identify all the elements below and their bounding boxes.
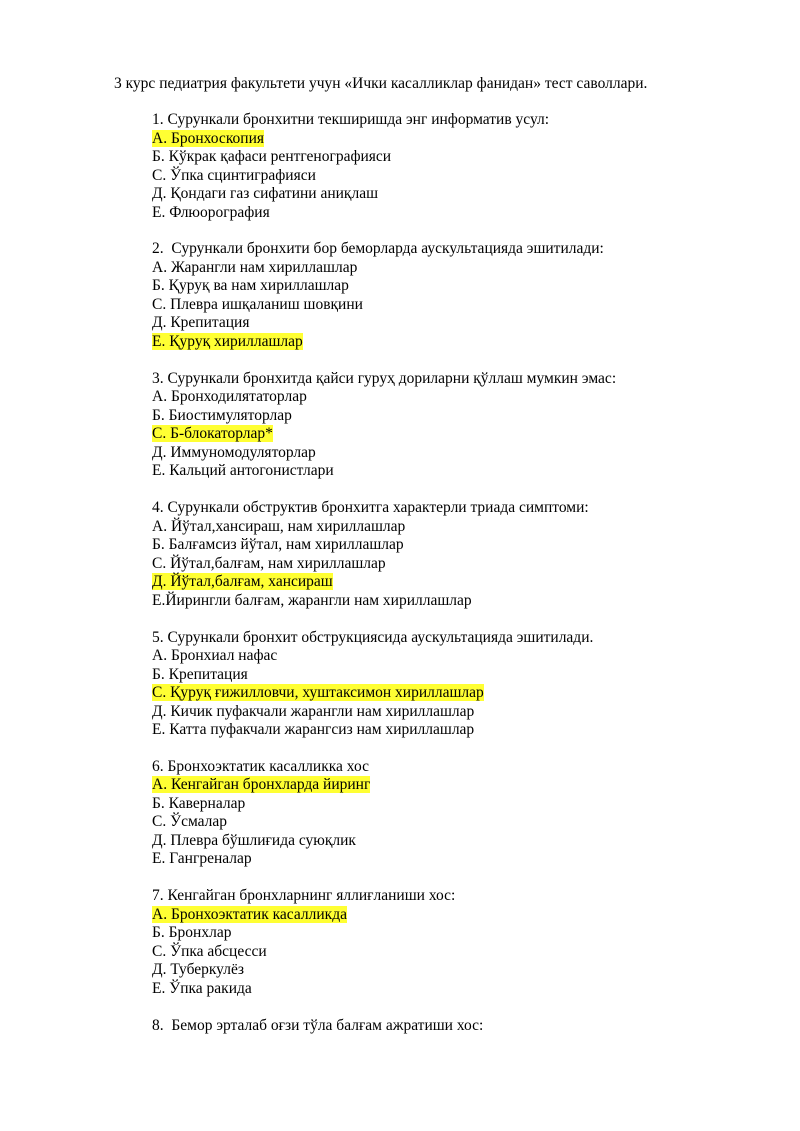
question-number: 7. [152, 887, 164, 905]
answer-option-text: С. Қуруқ ғижилловчи, хуштаксимон хириллашлар [152, 684, 484, 702]
answer-option [152, 148, 752, 167]
answer-option-text: Б. Қуруқ ва нам хириллашлар [152, 277, 349, 295]
answer-option-text: А. Кенгайган бронхларда йиринг [152, 776, 371, 794]
answer-option [152, 314, 752, 333]
question-text: Сурункали бронхитни текширишда энг информатив усул: [163, 111, 550, 128]
question-block [152, 629, 752, 740]
question-number: 8. [152, 1016, 164, 1034]
answer-option [152, 980, 752, 999]
answer-option [152, 167, 752, 186]
answer-option [152, 407, 752, 426]
question-heading [152, 111, 752, 130]
answer-option-correct [152, 333, 752, 352]
answer-option-correct [152, 130, 752, 149]
answer-option [152, 703, 752, 722]
question-block [152, 1017, 752, 1036]
answer-option-text: Д. Крепитация [152, 314, 250, 332]
answer-option-text: Д. Плевра бўшлиғида суюқлик [152, 831, 356, 849]
answer-option [152, 647, 752, 666]
answer-option-text: Е. Катта пуфакчали жарангсиз нам хириллашлар [152, 721, 475, 739]
question-heading [152, 370, 752, 389]
answer-option-text: Е. Кальций антогонистлари [152, 462, 334, 480]
question-number: 4. [152, 499, 164, 517]
answer-option [152, 444, 752, 463]
answer-option [152, 850, 752, 869]
answer-option [152, 388, 752, 407]
question-block [152, 499, 752, 610]
question-text: Кенгайган бронхларнинг яллиғланиши хос: [163, 887, 456, 905]
document-title: 3 курс педиатрия факультети учун «Ички касалликлар фанидан» тест саволлари. [114, 75, 648, 92]
question-text: Сурункали обструктив бронхитга характерли триада симптоми: [163, 499, 589, 517]
answer-option-text: С. Йўтал,балғам, нам хириллашлар [152, 554, 386, 572]
answer-option [152, 536, 752, 555]
answer-option-text: А. Бронхоскопия [152, 129, 265, 147]
answer-option-text: Е. Қуруқ хириллашлар [152, 332, 303, 350]
question-heading [152, 887, 752, 906]
answer-option [152, 518, 752, 537]
question-block [152, 370, 752, 481]
answer-option [152, 721, 752, 740]
question-text: Бемор эрталаб оғзи тўла балғам ажратиши хос: [163, 1016, 484, 1034]
question-text: Сурункали бронхит обструкциясида аускультацияда эшитилади. [163, 628, 594, 646]
answer-option [152, 555, 752, 574]
answer-option-text: Б. Крепитация [152, 665, 248, 683]
question-number: 5. [152, 628, 164, 646]
answer-option-correct [152, 425, 752, 444]
answer-option-text: Д. Йўтал,балғам, хансираш [152, 573, 333, 591]
answer-option-correct [152, 573, 752, 592]
answer-option-text: С. Ўсмалар [152, 813, 228, 831]
question-block [152, 758, 752, 869]
answer-option-text: С. Плевра ишқаланиш шовқини [152, 295, 363, 313]
answer-option-text: Б. Бронхлар [152, 924, 232, 942]
answer-option-correct [152, 684, 752, 703]
answer-option-text: Б. Балғамсиз йўтал, нам хириллашлар [152, 536, 404, 554]
answer-option-text: Б. Кўкрак қафаси рентгенографияси [152, 148, 392, 165]
answer-option [152, 462, 752, 481]
answer-option-text: Д. Иммуномодуляторлар [152, 443, 316, 461]
answer-option-text: Е.Йирингли балғам, жарангли нам хириллашлар [152, 591, 472, 609]
answer-option [152, 795, 752, 814]
answer-option-text: А. Бронхоэктатик касалликда [152, 905, 347, 923]
question-number: 6. [152, 757, 164, 775]
answer-option-text: Б. Биостимуляторлар [152, 406, 292, 424]
answer-option [152, 592, 752, 611]
answer-option [152, 277, 752, 296]
answer-option-text: С. Б-блокаторлар* [152, 425, 273, 443]
question-number: 2. [152, 240, 164, 258]
answer-option [152, 943, 752, 962]
question-heading [152, 758, 752, 777]
answer-option-text: А. Бронхиал нафас [152, 647, 278, 665]
answer-option [152, 666, 752, 685]
question-heading [152, 1017, 752, 1036]
answer-option-text: А. Йўтал,хансираш, нам хириллашлар [152, 517, 406, 535]
question-text: Бронхоэктатик касалликка хос [163, 757, 369, 775]
answer-option-text: С. Ўпка сцинтиграфияси [152, 166, 316, 184]
answer-option [152, 259, 752, 278]
answer-option-text: Е. Флюорография [152, 203, 270, 221]
question-list [152, 111, 752, 1054]
answer-option [152, 296, 752, 315]
question-number: 3. [152, 369, 164, 387]
answer-option-text: Д. Қондаги газ сифатини аниқлаш [152, 185, 379, 202]
answer-option-correct [152, 906, 752, 925]
question-block [152, 111, 752, 222]
answer-option-text: Е. Гангреналар [152, 850, 252, 868]
answer-option [152, 961, 752, 980]
answer-option [152, 832, 752, 851]
answer-option-text: Б. Каверналар [152, 794, 246, 812]
answer-option-text: Д. Туберкулёз [152, 961, 244, 979]
question-heading [152, 629, 752, 648]
question-text: Сурункали бронхитда қайси гуруҳ дориларни қўллаш мумкин эмас: [163, 369, 617, 387]
answer-option-text: А. Бронходилятаторлар [152, 388, 307, 406]
answer-option-text: А. Жарангли нам хириллашлар [152, 258, 358, 276]
answer-option [152, 185, 752, 204]
answer-option-text: Д. Кичик пуфакчали жарангли нам хириллашлар [152, 702, 475, 720]
question-heading [152, 499, 752, 518]
question-text: Сурункали бронхити бор беморларда аускультацияда эшитилади: [163, 240, 604, 258]
answer-option [152, 204, 752, 223]
answer-option-correct [152, 776, 752, 795]
answer-option [152, 813, 752, 832]
answer-option-text: С. Ўпка абсцесси [152, 942, 267, 960]
question-number: 1. [152, 111, 164, 128]
question-block [152, 887, 752, 998]
answer-option-text: Е. Ўпка ракида [152, 979, 252, 997]
answer-option [152, 924, 752, 943]
question-block [152, 240, 752, 351]
question-heading [152, 240, 752, 259]
